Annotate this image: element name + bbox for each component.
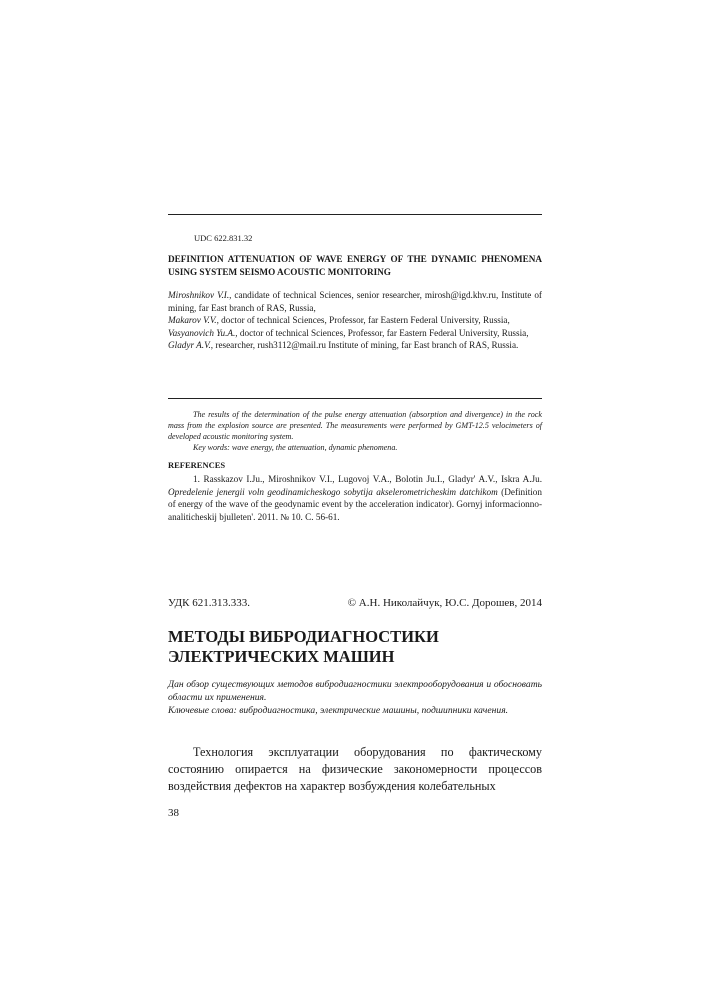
page-number: 38: [168, 807, 179, 819]
references-heading: REFERENCES: [168, 460, 226, 470]
author-name: Makarov V.V.,: [168, 315, 219, 325]
author-entry: [168, 339, 542, 352]
author-list: [168, 289, 542, 352]
author-entry: [168, 289, 542, 314]
abstract-text: Дан обзор существующих методов вибродиагностики электрооборудования и обосновать области их применения.: [168, 679, 542, 703]
author-details: doctor of technical Sciences, Professor, far Eastern Federal University, Russia,: [237, 327, 529, 338]
title-line: ЭЛЕКТРИЧЕСКИХ МАШИН: [168, 647, 395, 666]
author-name: Miroshnikov V.I.,: [168, 290, 232, 300]
title-line: МЕТОДЫ ВИБРОДИАГНОСТИКИ: [168, 627, 439, 646]
author-entry: [168, 314, 542, 327]
reference-authors: 1. Rasskazov I.Ju., Miroshnikov V.I., Lugovoj V.A., Bolotin Ju.I., Gladyr' A.V., Iskra A.Ju.: [193, 474, 542, 484]
author-details: doctor of technical Sciences, Professor, far Eastern Federal University, Russia,: [218, 315, 510, 325]
author-name: Gladyr A.V.,: [168, 340, 214, 350]
copyright-line: © А.Н. Николайчук, Ю.С. Дорошев, 2014: [347, 597, 542, 609]
body-paragraph: Технология эксплуатации оборудования по фактическому состоянию опирается на физические закономерности процессов воздействия дефектов на характер возбуждения колебательных: [168, 745, 542, 793]
udc-code: UDC 622.831.32: [194, 233, 253, 243]
author-details: researcher, rush3112@mail.ru Institute of mining, far East branch of RAS, Russia.: [213, 340, 519, 350]
keywords-text: Key words: wave energy, the attenuation, dynamic phenomena.: [193, 443, 398, 452]
author-entry: [168, 327, 542, 340]
section-rule: [168, 398, 542, 399]
reference-source: (Definition of energy of the wave of the geodynamic event by the acceleration indicator). Gornyj informacionno-analiticheskij bjulleten'. 2011. № 10. С. 56-61.: [168, 486, 542, 522]
abstract-text: The results of the determination of the pulse energy attenuation (absorption and divergence) in the rock mass from the explosion source are presented. The measurements were performed by GMT-12.5 velocimeters of developed acoustic monitoring system.: [168, 410, 542, 441]
keywords-text: Ключевые слова: вибродиагностика, электрические машины, подшипники качения.: [168, 705, 509, 716]
article-title-ru: [168, 627, 542, 667]
reference-title: Opredelenie jenergii voln geodinamicheskogo sobytija akselerometricheskim datchikom: [168, 486, 498, 497]
article-title-en: DEFINITION ATTENUATION OF WAVE ENERGY OF THE DYNAMIC PHENOMENA USING SYSTEM SEISMO ACOUSTIC MONITORING: [168, 254, 542, 277]
udc-code-ru: УДК 621.313.333.: [168, 597, 251, 609]
author-details: candidate of technical Sciences, senior researcher, mirosh@igd.khv.ru, Institute of mining, far East branch of RAS, Russia,: [168, 290, 542, 313]
abstract-ru: [168, 678, 542, 717]
abstract-en: [168, 409, 542, 453]
reference-item: [168, 473, 542, 523]
author-name: Vasyanovich Yu.A.,: [168, 327, 238, 338]
top-rule: [168, 214, 542, 215]
